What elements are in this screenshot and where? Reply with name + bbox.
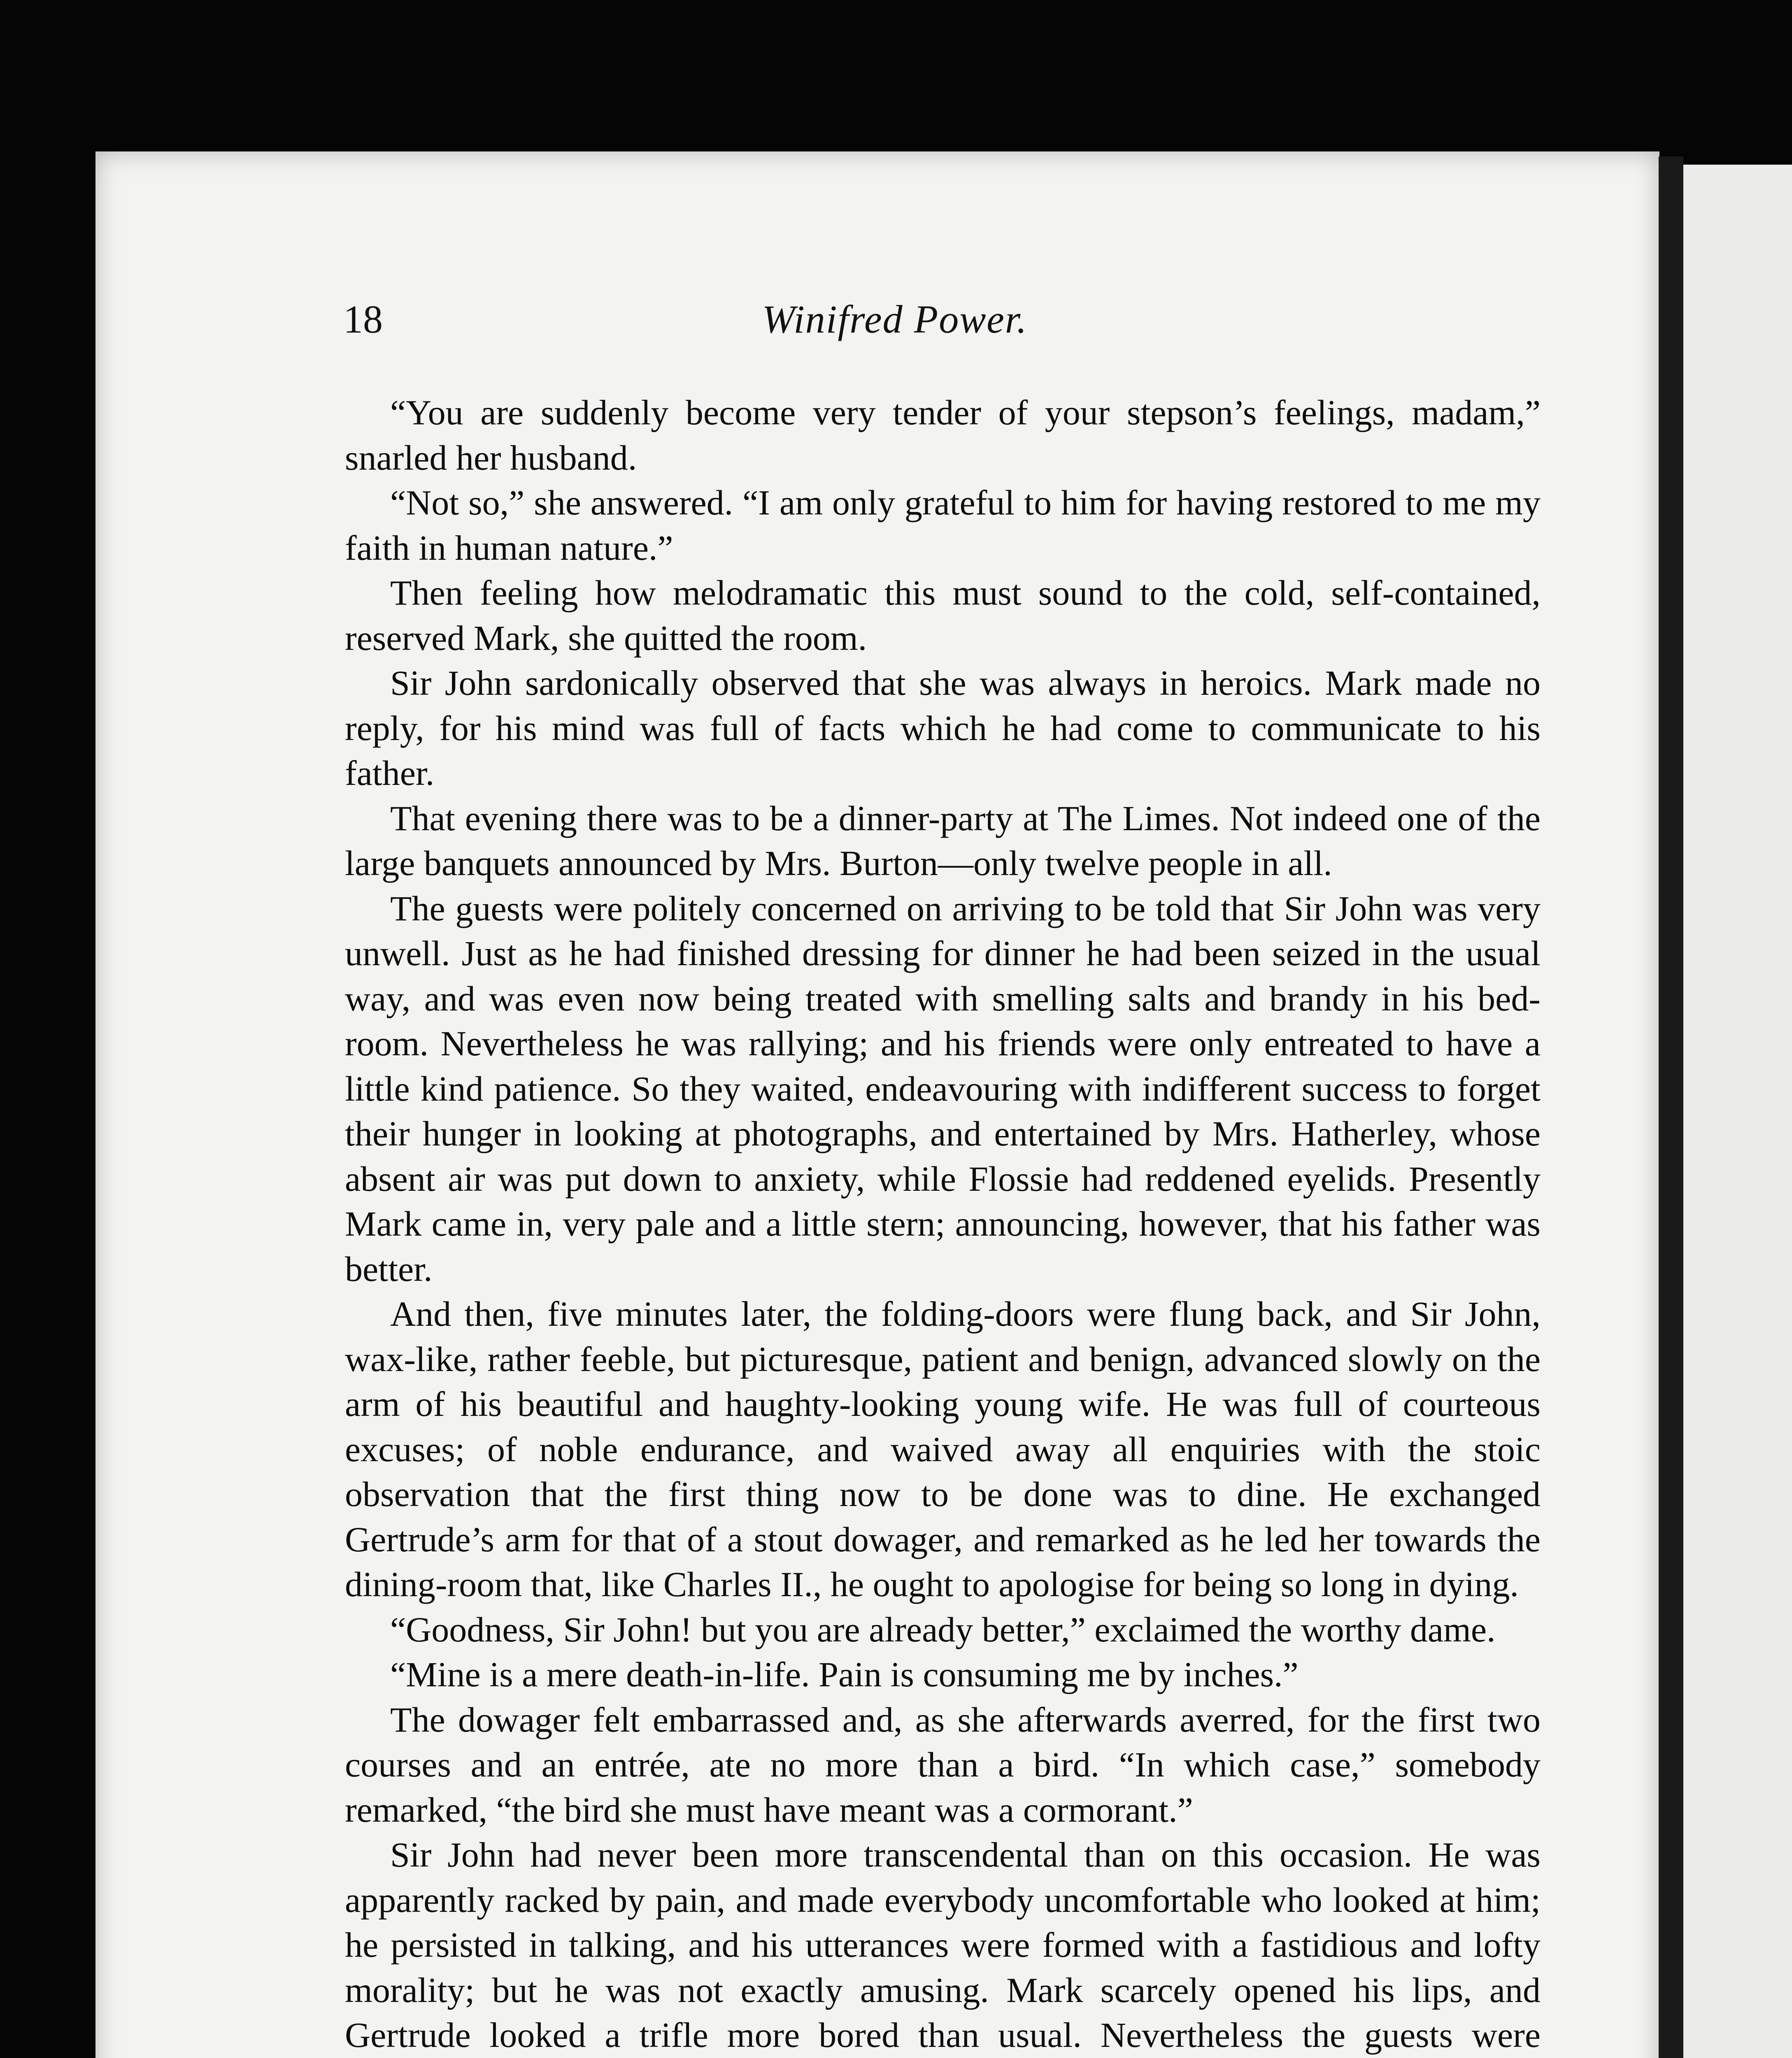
body-text [345, 390, 1541, 2058]
paragraph: Sir John had never been more transcendental than on this occasion. He was apparently racked by pain, and made everybody uncomfortable who looked at him; he persisted in talking, and his utterances were formed with a fastidious and lofty morality; but he was not exactly amusing. Mark scarcely opened his lips, and Gertrude looked a trifle more bored than usual. Nevertheless the guests were [345, 1835, 1541, 2055]
book-title: Winifred Power. [762, 297, 1028, 341]
paragraph: “Goodness, Sir John! but you are already better,” exclaimed the worthy dame. [390, 1609, 1496, 1649]
paragraph: Sir John sardonically observed that she was always in heroics. Mark made no reply, for his mind was full of facts which he had come to communicate to his father. [345, 663, 1541, 793]
page-number: 18 [343, 297, 383, 341]
book-gutter [1659, 156, 1683, 2058]
facing-page-edge [1683, 165, 1792, 2058]
running-head [249, 296, 1541, 354]
paragraph: “Not so,” she answered. “I am only grateful to him for having restored to me my faith in human nature.” [345, 483, 1541, 568]
paragraph: “Mine is a mere death-in-life. Pain is consuming me by inches.” [390, 1655, 1299, 1694]
paragraph: “You are suddenly become very tender of your stepson’s feelings, madam,” snarled her husband. [345, 393, 1541, 477]
paragraph: And then, five minutes later, the folding-doors were flung back, and Sir John, wax-like, rather feeble, but picturesque, patient and benign, advanced slowly on the arm of his beautiful and haughty-looking young wife. He was full of courteous excuses; of noble endurance, and waived away all enquiries with the stoic observation that the first thing now to be done was to dine. He exchanged Gertrude’s arm for that of a stout dowager, and remarked as he led her towards the dining-room that, like Charles II., he ought to apologise for being so long in dying. [345, 1294, 1541, 1604]
paragraph: That evening there was to be a dinner-party at The Limes. Not indeed one of the large banquets announced by Mrs. Burton—only twelve people in all. [345, 798, 1541, 883]
paragraph: Then feeling how melodramatic this must sound to the cold, self-contained, reserved Mark, she quitted the room. [345, 573, 1541, 658]
paragraph: The guests were politely concerned on arriving to be told that Sir John was very unwell. Just as he had finished dressing for dinner he had been seized in the usual way, and was even now being treated with smelling salts and brandy in his bed-room. Nevertheless he was rallying; and his friends were only entreated to have a little kind patience. So they waited, endeavouring with indifferent success to forget their hunger in looking at photographs, and entertained by Mrs. Hatherley, whose absent air was put down to anxiety, while Flossie had reddened eyelids. Presently Mark came in, very pale and a little stern; announcing, however, that his father was better. [345, 888, 1541, 1289]
paragraph: The dowager felt embarrassed and, as she afterwards averred, for the first two courses and an entrée, ate no more than a bird. “In which case,” somebody remarked, “the bird she must have meant was a cormorant.” [345, 1699, 1541, 1830]
